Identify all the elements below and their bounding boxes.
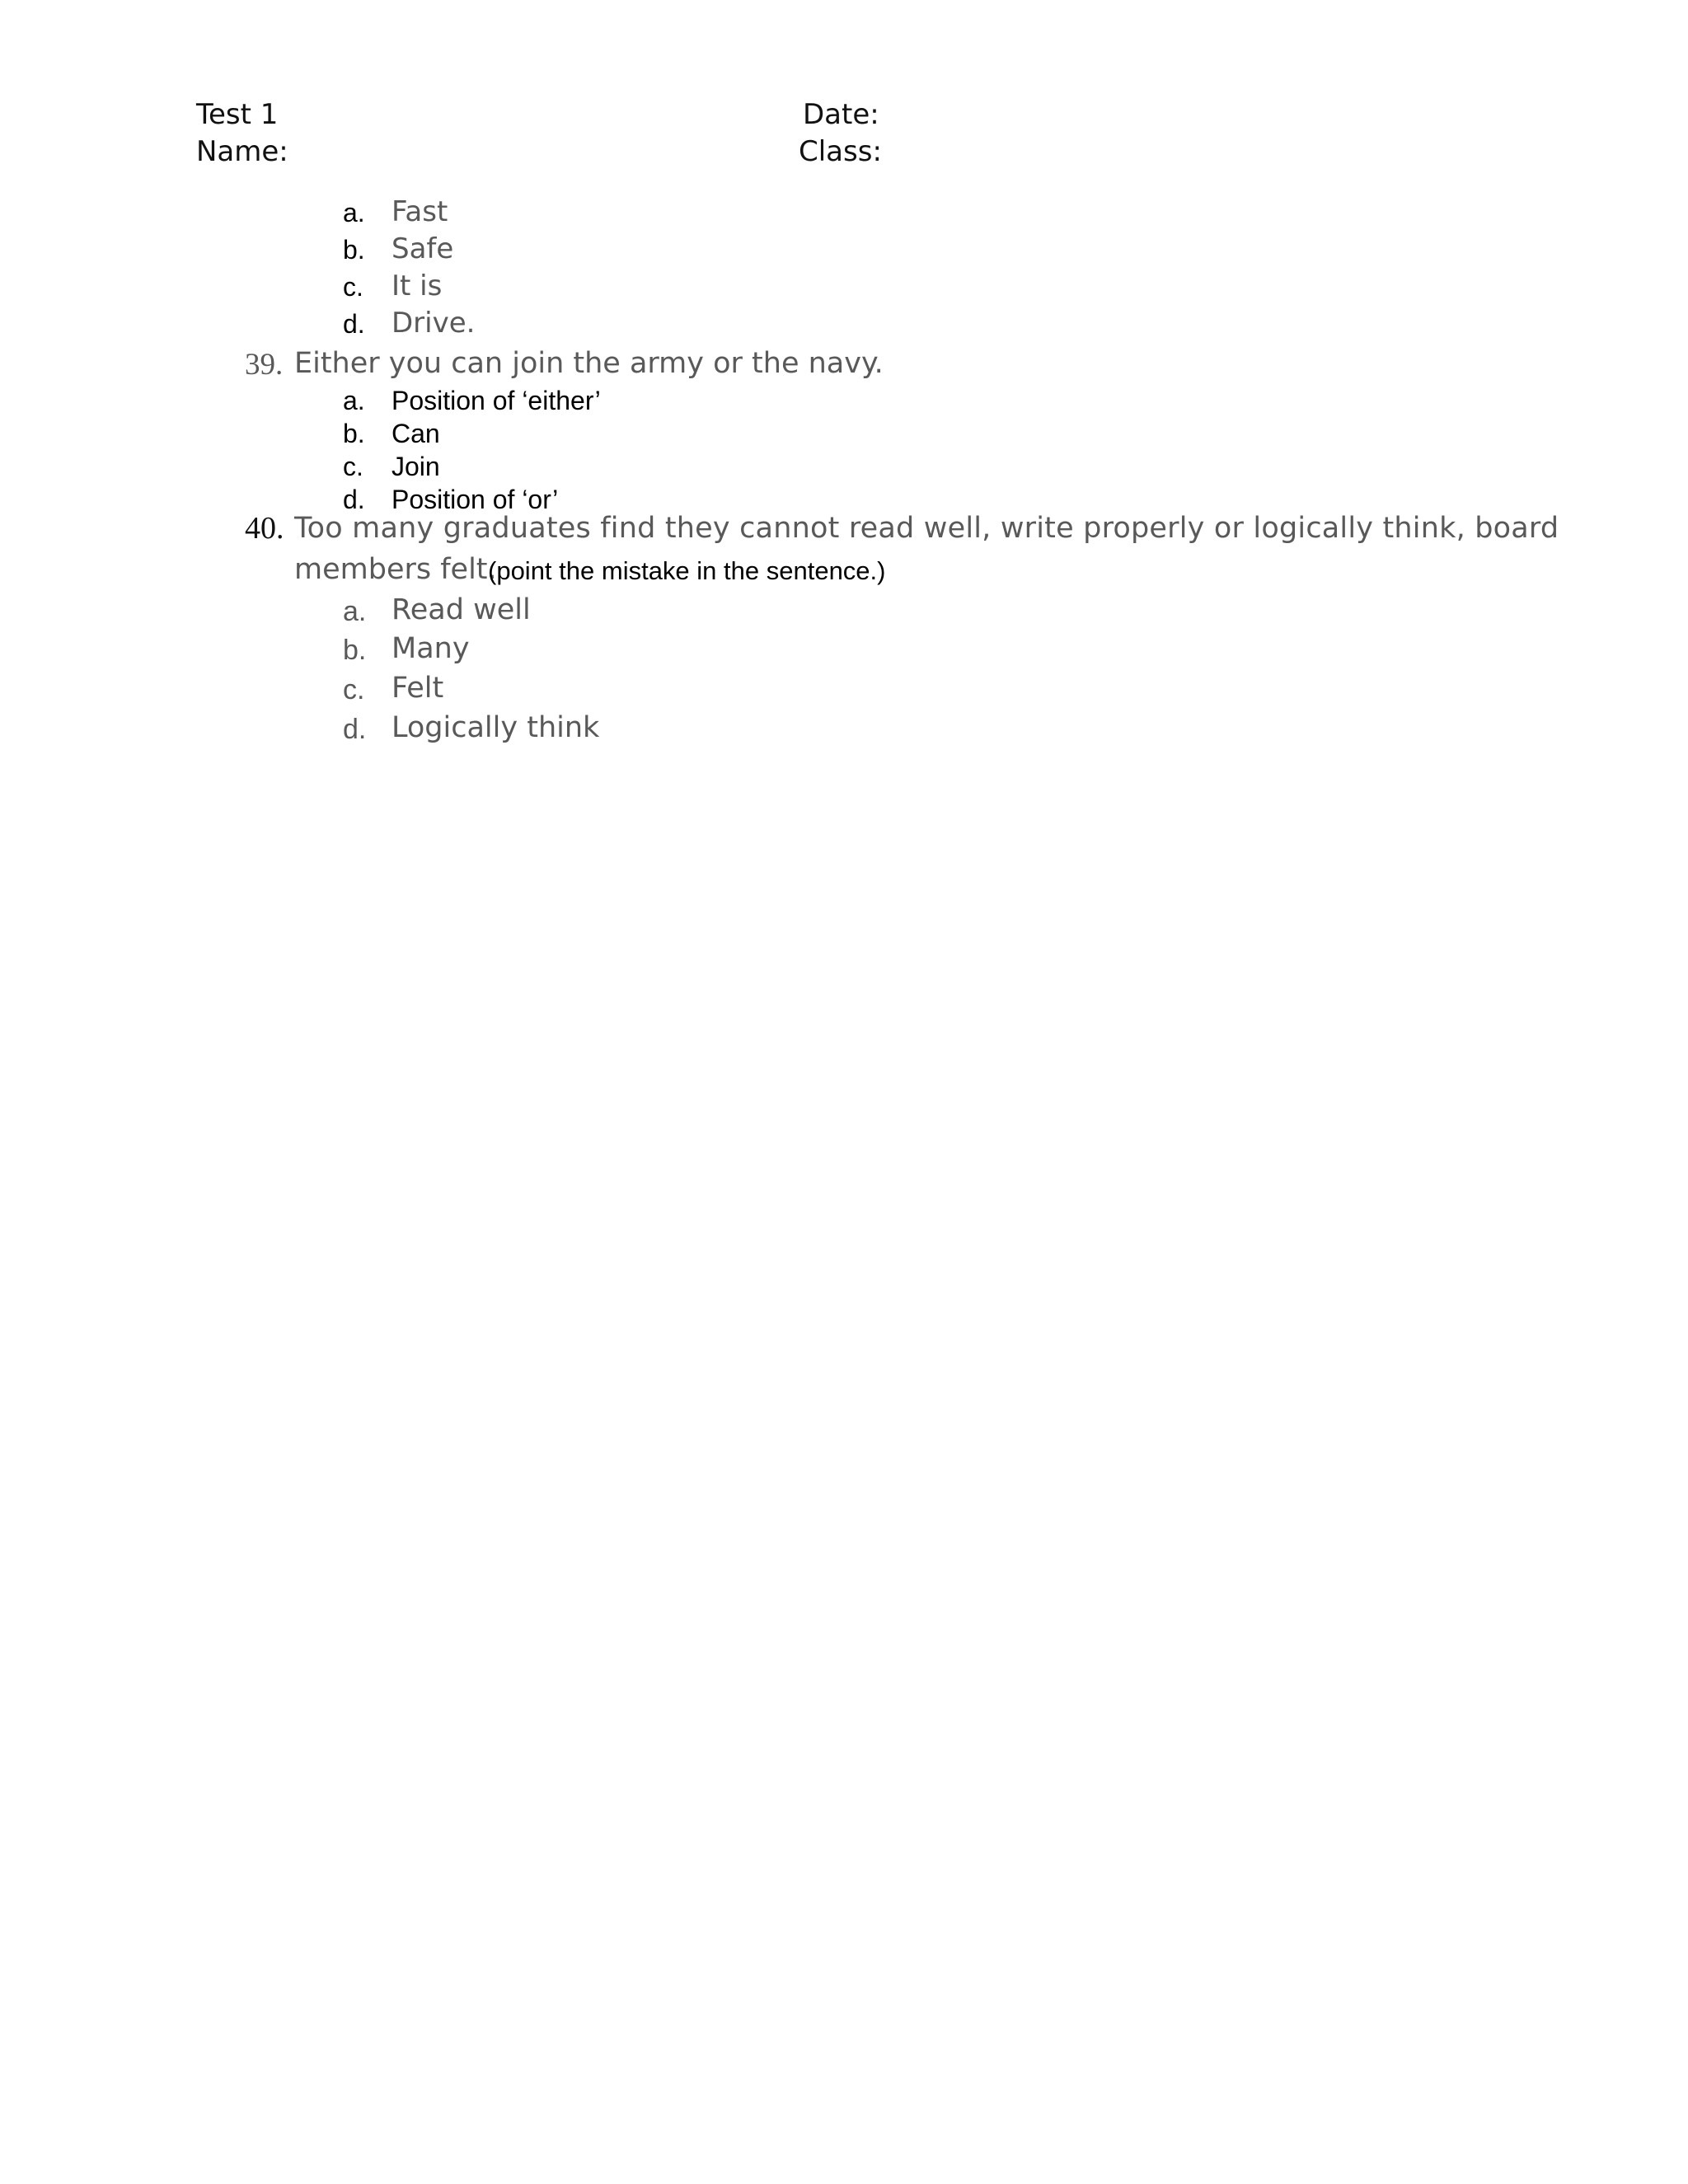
q39-text: Either you can join the army or the navy. [294,347,884,380]
q38-option-d-text: Drive. [392,307,476,340]
date-label: Date: [803,98,879,131]
q39-number: 39. [245,348,284,382]
q40-option-a-text: Read well [392,593,531,626]
q39-option-c-text: Join [392,452,440,481]
q40-instruction: (point the mistake in the sentence.) [488,556,886,585]
q39-option-a-text: Position of ‘either’ [392,386,601,415]
class-label: Class: [799,135,882,168]
q39-option-b-text: Can [392,419,440,448]
q40-number: 40. [245,511,284,546]
q38-option-c-text: It is [392,269,443,302]
q38-option-b-letter: b. [343,235,365,265]
q39-option-d-text: Position of ‘or’ [392,485,559,514]
q40-option-c-letter: c. [343,674,365,705]
name-label: Name: [196,135,288,168]
q38-option-c-letter: c. [343,272,363,302]
q39-option-a-letter: a. [343,386,365,415]
q38-option-b-text: Safe [392,232,454,265]
q38-option-a-text: Fast [392,195,448,228]
q40-text-line2: members felt. [294,553,497,586]
q40-option-b-text: Many [392,632,470,665]
q39-option-c-letter: c. [343,452,363,481]
q40-option-d-letter: d. [343,714,367,745]
q40-text-line1: Too many graduates find they cannot read well, write properly or logically think, board [294,512,1559,545]
q40-option-c-text: Felt [392,672,444,705]
q40-option-a-letter: a. [343,596,367,627]
q38-option-a-letter: a. [343,198,365,227]
q40-option-b-letter: b. [343,635,367,666]
q39-option-b-letter: b. [343,419,365,448]
q38-option-d-letter: d. [343,309,365,339]
q40-option-d-text: Logically think [392,711,600,744]
q39-option-d-letter: d. [343,485,365,514]
test-label: Test 1 [196,98,279,131]
